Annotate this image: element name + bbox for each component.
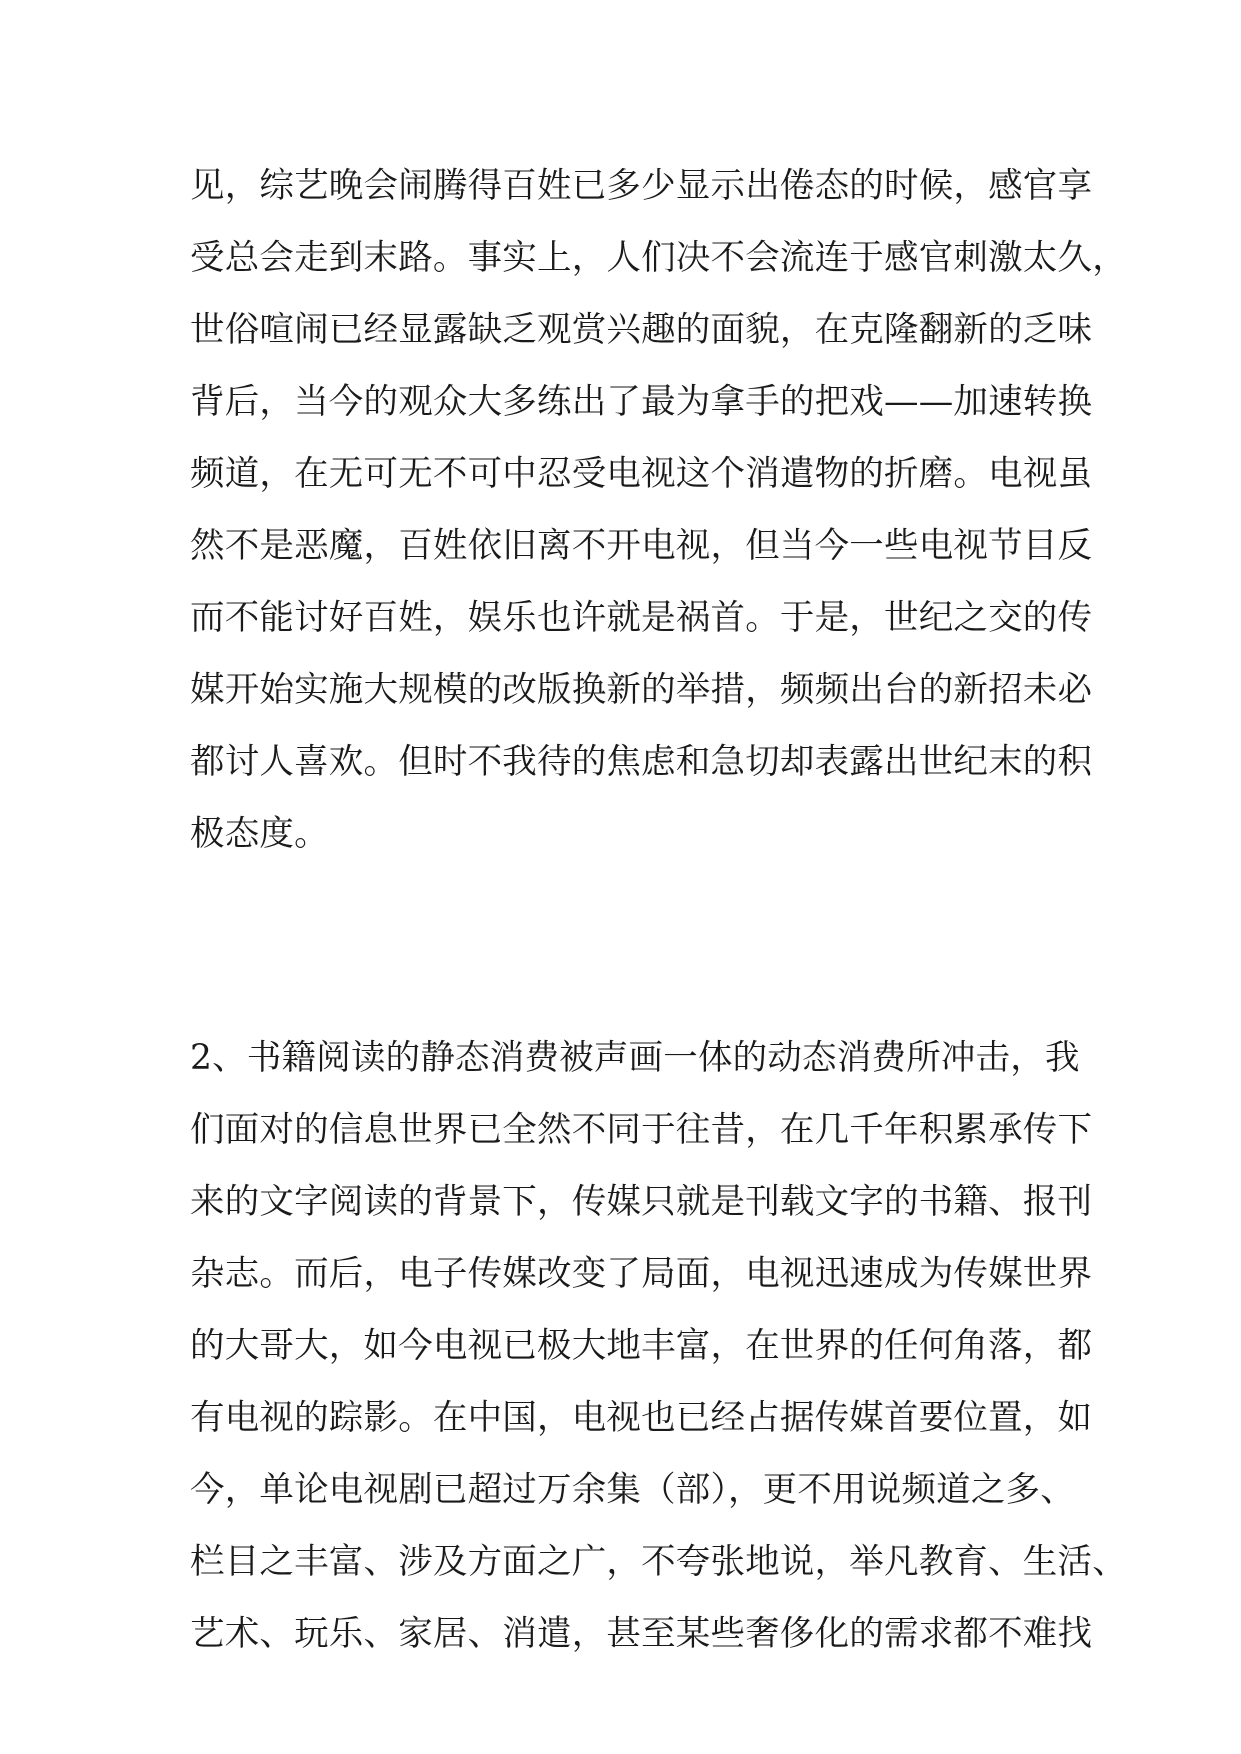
text-line: 栏目之丰富、涉及方面之广，不夸张地说，举凡教育、生活、 bbox=[190, 1542, 1127, 1582]
text-line: 背后，当今的观众大多练出了最为拿手的把戏——加速转换 bbox=[190, 382, 1093, 422]
text-line: 极态度。 bbox=[190, 814, 329, 854]
text-line: 们面对的信息世界已全然不同于往昔，在几千年积累承传下 bbox=[190, 1110, 1093, 1150]
text-line: 都讨人喜欢。但时不我待的焦虑和急切却表露出世纪末的积 bbox=[190, 742, 1093, 782]
text-line: 频道，在无可无不可中忍受电视这个消遣物的折磨。电视虽 bbox=[190, 454, 1093, 494]
text-line: 受总会走到末路。事实上，人们决不会流连于感官刺激太久， bbox=[190, 238, 1127, 278]
text-line: 媒开始实施大规模的改版换新的举措，频频出台的新招未必 bbox=[190, 670, 1093, 710]
text-line: 然不是恶魔，百姓依旧离不开电视，但当今一些电视节目反 bbox=[190, 526, 1093, 566]
text-line: 而不能讨好百姓，娱乐也许就是祸首。于是，世纪之交的传 bbox=[190, 598, 1093, 638]
text-line: 来的文字阅读的背景下，传媒只就是刊载文字的书籍、报刊 bbox=[190, 1182, 1093, 1222]
text-line: 杂志。而后，电子传媒改变了局面，电视迅速成为传媒世界 bbox=[190, 1254, 1093, 1294]
text-line: 有电视的踪影。在中国，电视也已经占据传媒首要位置，如 bbox=[190, 1398, 1093, 1438]
text-line: 世俗喧闹已经显露缺乏观赏兴趣的面貌，在克隆翻新的乏味 bbox=[190, 310, 1093, 350]
paragraph-book-reading bbox=[190, 1022, 1127, 1670]
text-line: 2、书籍阅读的静态消费被声画一体的动态消费所冲击，我 bbox=[190, 1038, 1080, 1078]
text-line: 见，综艺晚会闹腾得百姓已多少显示出倦态的时候，感官享 bbox=[190, 166, 1093, 206]
text-line: 艺术、玩乐、家居、消遣，甚至某些奢侈化的需求都不难找 bbox=[190, 1614, 1093, 1654]
paragraph-tv-entertainment bbox=[190, 150, 1127, 870]
text-line: 的大哥大，如今电视已极大地丰富，在世界的任何角落，都 bbox=[190, 1326, 1093, 1366]
text-line: 今，单论电视剧已超过万余集（部），更不用说频道之多、 bbox=[190, 1470, 1075, 1510]
